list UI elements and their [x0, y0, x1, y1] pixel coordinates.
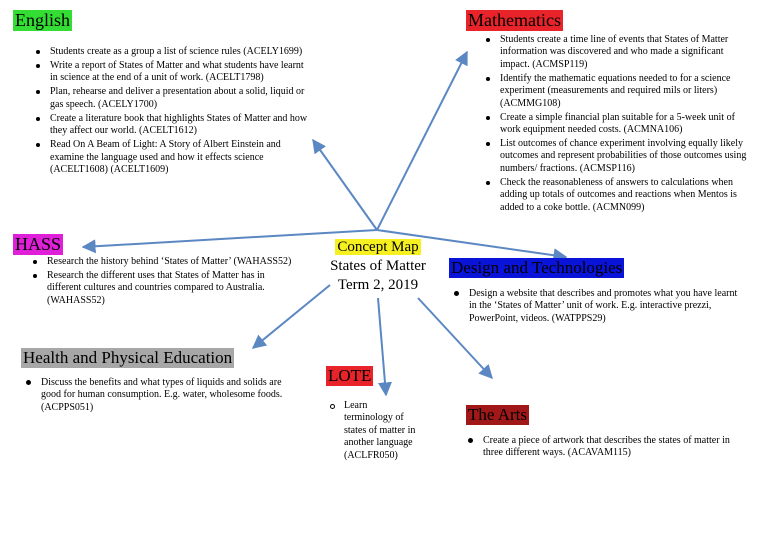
hass-heading: HASS	[15, 234, 62, 254]
mathematics-list	[483, 34, 749, 216]
arts-heading: The Arts	[468, 405, 528, 424]
concept-map-center	[318, 238, 438, 295]
list-item: Write a report of States of Matter and what students have learnt in science at the end of a unit of work. (ACELT1798)	[33, 60, 309, 85]
list-item: Create a simple financial plan suitable for a 5-week unit of work equipment needed costs. (ACMNA106)	[483, 112, 749, 137]
health-pe-list	[24, 377, 296, 416]
design-technologies-heading: Design and Technologies	[451, 258, 623, 277]
list-item: Learn terminology of states of matter in another language (ACLFR050)	[327, 400, 417, 462]
list-item: Plan, rehearse and deliver a presentation about a solid, liquid or gas speech. (ACELY1700)	[33, 86, 309, 111]
list-item: Check the reasonableness of answers to calculations when adding up totals of outcomes and reactions when Mentos is added to a coke bottle. (ACMN099)	[483, 177, 749, 214]
list-item: Read On A Beam of Light: A Story of Albert Einstein and examine the language used and how it effects science (ACELT1608) (ACELT1609)	[33, 139, 309, 176]
lote-heading: LOTE	[328, 366, 372, 385]
english-list	[33, 46, 309, 178]
lote-list	[327, 400, 417, 464]
mathematics-heading: Mathematics	[468, 10, 561, 30]
arrow-to-mathematics	[377, 52, 467, 230]
arts-list	[466, 435, 738, 461]
list-item: Identify the mathematic equations needed to for a science experiment (measurements and required mils or liters) (ACMMG108)	[483, 73, 749, 110]
concept-map-label: Concept Map	[337, 239, 419, 255]
list-item: List outcomes of chance experiment involving equally likely outcomes and represent probabilities of those outcomes using numbers/ fractions. (ACMSP116)	[483, 138, 749, 175]
list-item: Students create a time line of events that States of Matter information was discovered and who made a significant impact. (ACMSP119)	[483, 34, 749, 71]
arrow-to-english	[313, 140, 377, 230]
list-item: Research the different uses that States of Matter has in different cultures and countries compared to Australia. (WAHASS52)	[30, 270, 296, 307]
design-technologies-list	[452, 288, 742, 327]
english-heading: English	[15, 10, 71, 30]
center-term: Term 2, 2019	[337, 277, 419, 293]
arrow-to-lote	[378, 298, 386, 395]
list-item: Research the history behind ‘States of Matter’ (WAHASS52)	[30, 256, 296, 268]
health-pe-heading: Health and Physical Education	[23, 348, 233, 367]
hass-list	[30, 256, 296, 309]
list-item: Create a piece of artwork that describes the states of matter in three different ways. (ACAVAM115)	[466, 435, 738, 460]
center-title: States of Matter	[330, 258, 426, 274]
list-item: Students create as a group a list of science rules (ACELY1699)	[33, 46, 309, 58]
list-item: Create a literature book that highlights States of Matter and how they affect our world. (ACELT1612)	[33, 113, 309, 138]
list-item: Discuss the benefits and what types of liquids and solids are good for human consumption. E.g. water, wholesome foods. (ACPPS051)	[24, 377, 296, 414]
list-item: Design a website that describes and promotes what you have learnt in the ‘States of Matter’ unit of work. E.g. interactive prezzi, PowerPoint, videos. (WATPPS29)	[452, 288, 742, 325]
